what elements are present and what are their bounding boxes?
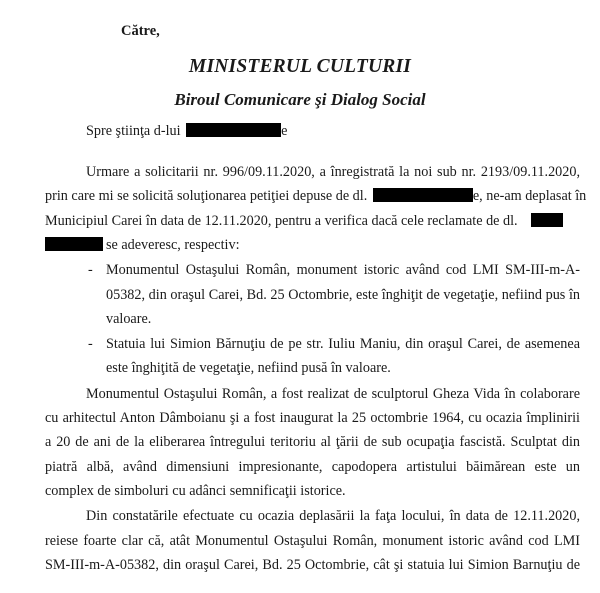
- paragraph-3-line-1: Din constatările efectuate cu ocazia deplasării la faţa locului, în data de 12.11.2020,: [86, 508, 580, 524]
- bullet-2-line-2: este înghiţită de vegetaţie, nefiind pusă în valoare.: [106, 360, 391, 376]
- ministry-title: MINISTERUL CULTURII: [188, 56, 412, 77]
- paragraph-2-line-1: Monumentul Ostaşului Român, a fost realizat de sculptorul Gheza Vida în colaborare: [86, 386, 580, 402]
- bullet-1-line-2: 05382, din oraşul Carei, Bd. 25 Octombrie, este înghiţit de vegetaţie, nefiind pus în: [106, 287, 580, 303]
- redacted-name: [45, 237, 103, 251]
- paragraph-2-line-3: a 20 de ani de la eliberarea întregului teritoriu al ţării de sub ocupaţia fascistă. Sculptat din: [45, 434, 580, 450]
- attention-suffix: e: [281, 123, 288, 139]
- redacted-name: [373, 188, 473, 202]
- paragraph-1-line-3-text: Municipiul Carei în data de 12.11.2020, pentru a verifica dacă cele reclamate de dl.: [45, 213, 518, 229]
- paragraph-3-line-2: reiese foarte clar că, atât Monumentul Ostaşului Român, monument istoric având cod LMI: [45, 533, 580, 549]
- bullet-1-line-3: valoare.: [106, 311, 152, 327]
- attention-line: [86, 123, 287, 140]
- bullet-1-line-1: Monumentul Ostaşului Român, monument istoric având cod LMI SM-III-m-A-: [106, 262, 580, 278]
- paragraph-1-line-2-text: prin care mi se solicită soluţionarea petiţiei depuse de dl.: [45, 188, 368, 204]
- paragraph-1-line-1: Urmare a solicitarii nr. 996/09.11.2020, a înregistrată la noi sub nr. 2193/09.11.2020,: [86, 164, 580, 180]
- bullet-dash: -: [88, 262, 93, 278]
- paragraph-1-line-4-text: se adeveresc, respectiv:: [106, 237, 240, 253]
- recipient-salutation: Către,: [121, 23, 160, 39]
- bullet-dash: -: [88, 336, 93, 352]
- redacted-name: [186, 123, 281, 137]
- paragraph-2-line-5: complex de simboluri cu adânci semnificaţii istorice.: [45, 483, 346, 499]
- paragraph-2-line-2: cu arhitectul Anton Dâmboianu şi a fost inaugurat la 25 octombrie 1964, cu ocazia împlinirii: [45, 410, 580, 426]
- paragraph-1-line-3: [45, 213, 563, 230]
- paragraph-2-line-4: piatră albă, având dimensiuni impresionante, capodopera artistului băimărean este un: [45, 459, 580, 475]
- paragraph-1-line-4: [45, 237, 240, 254]
- department-title: Biroul Comunicare şi Dialog Social: [174, 90, 426, 109]
- bullet-2-line-1: Statuia lui Simion Bărnuţiu de pe str. Iuliu Maniu, din oraşul Carei, de asemenea: [106, 336, 580, 352]
- paragraph-1-line-2: [45, 188, 586, 205]
- attention-prefix: Spre ştiinţa d-lui: [86, 123, 181, 139]
- paragraph-3-line-3: SM-III-m-A-05382, din oraşul Carei, Bd. 25 Octombrie, cât şi statuia lui Simion Barnuţiu de: [45, 557, 580, 573]
- redacted-name: [531, 213, 563, 227]
- paragraph-1-line-2-tail: e, ne-am deplasat în: [472, 188, 587, 204]
